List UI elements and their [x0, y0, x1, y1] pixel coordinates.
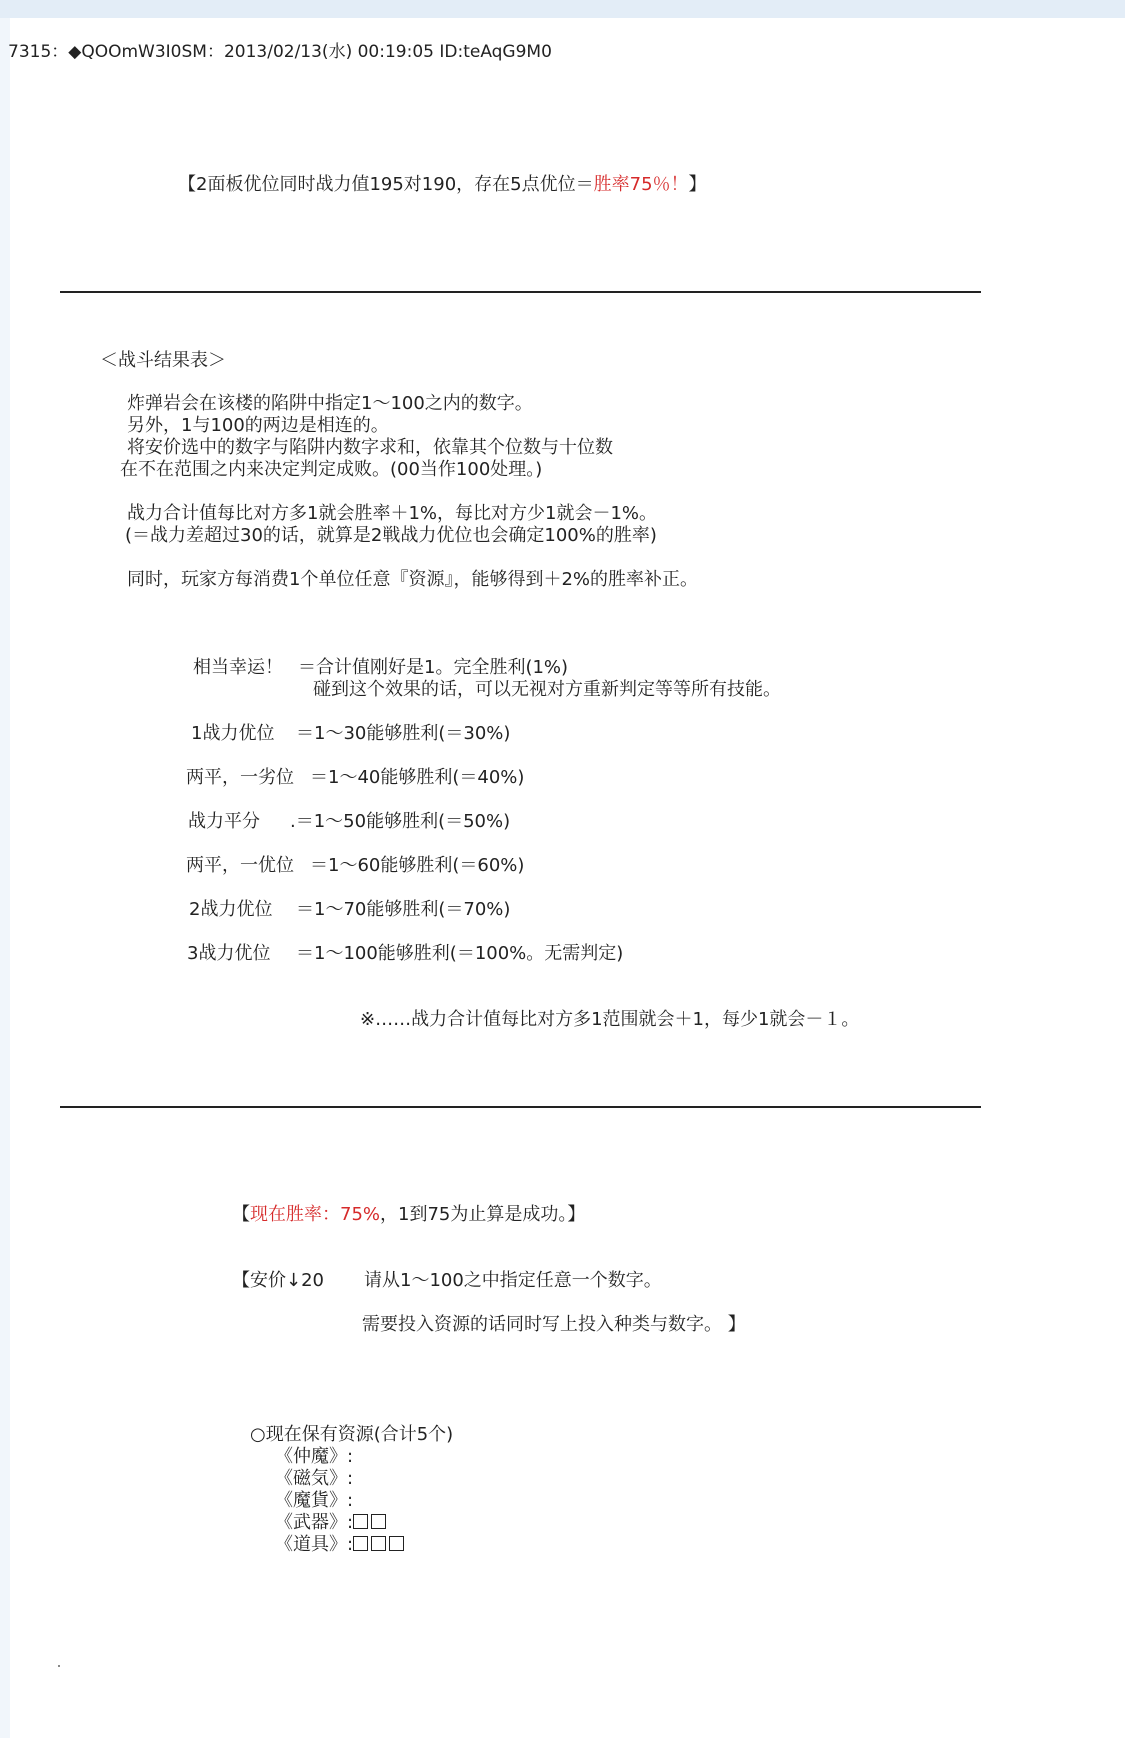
rule-line: 另外，1与100的两边是相连的。: [127, 415, 389, 436]
resource-name: 《道具》:: [275, 1534, 354, 1555]
result-value: ＝1～60能够胜利(＝60%): [310, 855, 525, 876]
result-label: 两平，一优位: [186, 855, 294, 876]
rule-line: (＝战力差超过30的话，就算是2戦战力优位也会确定100%的胜率): [125, 525, 657, 546]
resource-row: [275, 1468, 353, 1490]
note-line: ※……战力合计值每比对方多1范围就会＋1，每少1就会－１。: [360, 1009, 860, 1030]
current-open: 【: [232, 1204, 250, 1225]
result-label: 战力平分: [188, 811, 260, 832]
resource-box: [371, 1536, 386, 1551]
result-value: ＝1～40能够胜利(＝40%): [310, 767, 525, 788]
result-label: 1战力优位: [191, 723, 275, 744]
stray-dot: [58, 1665, 60, 1667]
rule-line: 将安价选中的数字与陷阱内数字求和，依靠其个位数与十位数: [127, 437, 613, 458]
post-page: [10, 18, 1125, 1738]
resource-box: [353, 1514, 368, 1529]
instruction-line: 请从1～100之中指定任意一个数字。: [364, 1270, 662, 1291]
result-value: ＝1～30能够胜利(＝30%): [296, 723, 511, 744]
summary-prefix: 【2面板优位同时战力值195对190，存在5点优位＝: [178, 174, 594, 195]
resource-box: [389, 1536, 404, 1551]
result-label: 两平，一劣位: [186, 767, 294, 788]
resource-row: [275, 1534, 407, 1556]
result-label: 2战力优位: [189, 899, 273, 920]
divider-bottom: [60, 1106, 981, 1108]
result-value: 碰到这个效果的话，可以无视对方重新判定等等所有技能。: [313, 679, 781, 700]
resource-name: 《磁気》:: [275, 1468, 354, 1489]
resource-row: [275, 1446, 353, 1468]
result-value: ＝1～70能够胜利(＝70%): [296, 899, 511, 920]
summary-line: [178, 174, 707, 196]
rule-line: 炸弹岩会在该楼的陷阱中指定1～100之内的数字。: [127, 393, 533, 414]
resource-row: [275, 1512, 389, 1534]
resources-title: ○现在保有资源(合计5个): [250, 1424, 454, 1445]
resource-box: [353, 1536, 368, 1551]
result-value: ＝合计值刚好是1。完全胜利(1%): [298, 657, 569, 678]
rule-line: 在不在范围之内来决定判定成败。(00当作100处理。): [120, 459, 543, 480]
resource-name: 《武器》:: [275, 1512, 354, 1533]
resource-row: [275, 1490, 353, 1512]
current-rate: 现在胜率：75%: [250, 1204, 381, 1225]
anchor-label: 【安价↓20: [232, 1270, 324, 1291]
result-value: ＝1～100能够胜利(＝100%。无需判定): [296, 943, 624, 964]
rule-line: 战力合计值每比对方多1就会胜率＋1%，每比对方少1就会－1%。: [127, 503, 658, 524]
current-rest: ，1到75为止算是成功。】: [380, 1204, 586, 1225]
resource-box: [371, 1514, 386, 1529]
result-value: .＝1～50能够胜利(＝50%): [290, 811, 511, 832]
summary-suffix: 】: [688, 174, 707, 195]
table-title: ＜战斗结果表＞: [100, 350, 226, 371]
current-rate-line: [232, 1204, 585, 1226]
rule-line: 同时，玩家方每消费1个单位任意『资源』，能够得到＋2%的胜率补正。: [127, 569, 699, 590]
resource-name: 《仲魔》:: [275, 1446, 354, 1467]
result-label: 相当幸运！: [193, 657, 283, 678]
instruction-line: 需要投入资源的话同时写上投入种类与数字。 】: [362, 1314, 746, 1335]
summary-win-rate: 胜率75％！: [593, 174, 689, 195]
divider-top: [60, 291, 981, 293]
top-bar: [0, 0, 1125, 18]
result-label: 3战力优位: [187, 943, 271, 964]
resource-name: 《魔貨》:: [275, 1490, 354, 1511]
post-header: 7315：◆QOOmW3I0SM：2013/02/13(水) 00:19:05 ID:teAqG9M0: [8, 42, 552, 62]
